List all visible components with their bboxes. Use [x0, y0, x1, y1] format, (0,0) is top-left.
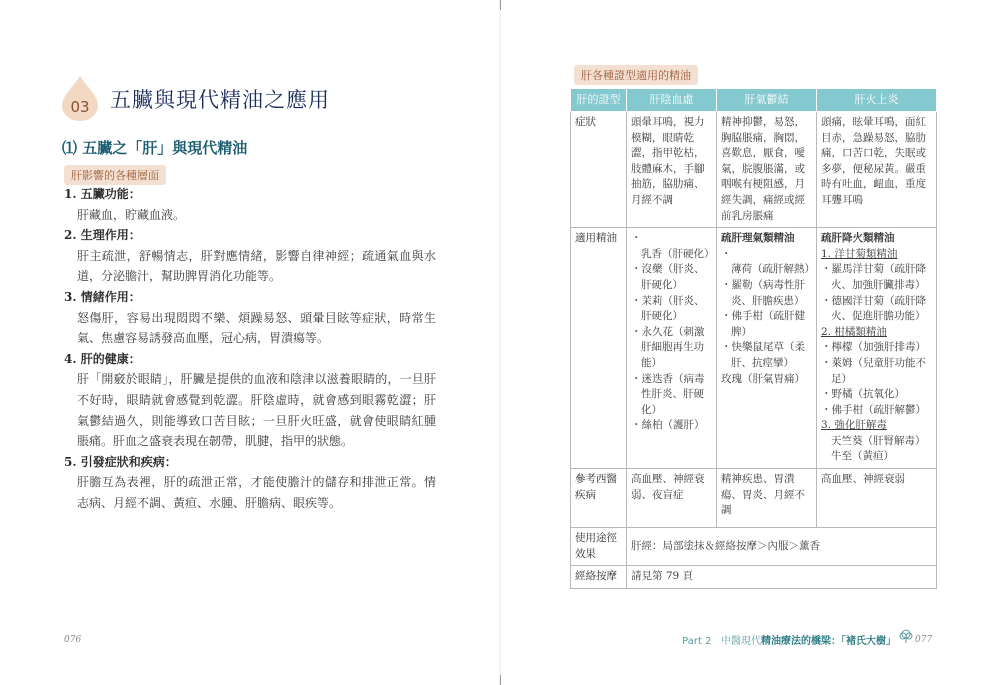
item-heading: 2. 生理作用：: [64, 228, 141, 243]
item-body: 肝藏血，貯藏血液。: [77, 207, 186, 222]
page-gutter: [499, 0, 501, 685]
table-row: [571, 528, 937, 566]
crop-mark-bottom: [500, 675, 501, 685]
header-cell: 肝陰血虛: [627, 89, 717, 112]
row-label: 參考西醫疾病: [571, 469, 627, 528]
table-cell: 高血壓、神經衰弱: [817, 469, 937, 528]
item-body: 肝主疏泄，舒暢情志，肝對應情緒，影響自律神經；疏通氣血與水道，分泌膽汁，幫助脾胃消化功能等。: [77, 248, 436, 284]
footer-title-a: 中醫現代: [721, 636, 761, 647]
table-cell: 精神疾患、胃潰瘍、胃炎、月經不調: [717, 469, 817, 528]
oil-item: 天竺葵（肝腎解毒）: [831, 434, 926, 447]
oil-subgroup-title: 2. 柑橘類精油: [821, 325, 887, 338]
row-label: 適用精油: [571, 228, 627, 469]
oil-item: 萊姆（兒童肝功能不足）: [831, 356, 926, 385]
page-number-left: 076: [64, 635, 82, 645]
header-cell: 肝火上炎: [817, 89, 937, 112]
table-cell: 疏肝理氣類精油 ・薄荷（疏肝解熱） ・羅勒（病毒性肝炎、肝膽疾患） ・佛手柑（疏肝健脾） ・快樂鼠尾草（柔肝、抗痙攣） 玫瑰（肝氣胃痛）: [717, 228, 817, 469]
table-cell: 高血壓、神經衰弱、夜盲症: [627, 469, 717, 528]
row-label: 症狀: [571, 112, 627, 228]
chapter-number: 03: [70, 98, 90, 116]
header-cell: 肝的證型: [571, 89, 627, 112]
footer-title-b: 精油療法的橋梁：「褚氏大樹」: [761, 636, 896, 647]
table-caption-pill: 肝各種證型適用的精油: [574, 65, 698, 85]
oil-group-heading: 疏肝降火類精油: [821, 232, 895, 245]
item-heading: 1. 五臟功能：: [64, 187, 141, 201]
table-cell: ・乳香（肝硬化） ・沒藥（肝炎、肝硬化） ・茉莉（肝炎、肝硬化） ・永久花（刺激肝細胞再生功能） ・迷迭香（病毒性肝炎、肝硬化） ・絲柏（護肝）: [627, 228, 717, 469]
table-row: [571, 228, 937, 469]
table-cell: 疏肝降火類精油 1. 洋甘菊類精油 ・羅馬洋甘菊（疏肝降火、加強肝臟排毒） ・德國洋甘菊（疏肝降火、促進肝膽功能） 2. 柑橘類精油 ・檸檬（加強肝排毒） ・萊姆（兒童肝功能不足） ・野橘（抗氧化） ・佛手柑（疏肝解鬱） 3. 強化肝解毒 天竺葵（肝腎解毒） 牛至（黃疸）: [817, 228, 937, 469]
oil-subgroup-title: 3. 強化肝解毒: [821, 419, 887, 432]
item-heading: 4. 肝的健康：: [64, 351, 141, 366]
oil-item: 德國洋甘菊（疏肝降火、促進肝膽功能）: [831, 294, 926, 323]
oil-item: 乳香（肝硬化）: [641, 247, 715, 260]
footer-part: Part 2: [682, 636, 712, 647]
oil-item: 永久花（刺激肝細胞再生功能）: [641, 325, 705, 369]
table-cell: 請見第 79 頁: [627, 566, 937, 589]
liver-syndrome-table: [570, 88, 937, 589]
oil-item: 玫瑰（肝氣胃痛）: [721, 372, 805, 385]
oil-group-heading: 疏肝理氣類精油: [721, 232, 795, 245]
oil-subgroup-title: 1. 洋甘菊類精油: [821, 247, 898, 260]
oil-item: 牛至（黃疸）: [831, 450, 894, 463]
table-header-row: [571, 89, 937, 112]
chapter-badge-icon: [58, 74, 102, 122]
oil-item: 羅馬洋甘菊（疏肝降火、加強肝臟排毒）: [831, 263, 926, 291]
header-cell: 肝氣鬱結: [717, 89, 817, 112]
oil-item: 薄荷（疏肝解熱）: [731, 263, 815, 276]
table-row: [571, 112, 937, 228]
oil-item: 快樂鼠尾草（柔肝、抗痙攣）: [731, 341, 805, 369]
crop-mark-top: [500, 0, 501, 10]
table-cell: 頭痛，眩暈耳鳴，面紅目赤，急躁易怒，脇肋痛，口苦口乾，失眠或多夢，便秘尿黃。嚴重時有吐血，衄血，重度耳聾耳鳴: [817, 112, 937, 228]
table-cell: 精神抑鬱，易怒，胸脇脹痛，胸悶，喜歎息，厭食，噯氣，脘腹脹滿，或咽喉有梗阻感，月經失調，痛經或經前乳房脹痛: [717, 112, 817, 228]
table-cell: 頭暈耳鳴，視力模糊，眼睛乾澀，指甲乾枯，肢體麻木，手腳抽筋，脇肋痛、月經不調: [627, 112, 717, 228]
item-body: 肝膽互為表裡，肝的疏泄正常，才能使膽汁的儲存和排泄正常。情志病、月經不調、黃疸、水腫、肝膽病、眼疾等。: [77, 475, 436, 510]
oil-item: 茉莉（肝炎、肝硬化）: [641, 294, 705, 323]
oil-item: 羅勒（病毒性肝炎、肝膽疾患）: [731, 278, 805, 307]
table-row: [571, 469, 937, 528]
content-list: [64, 184, 436, 514]
oil-item: 野橘（抗氧化）: [831, 388, 905, 401]
oil-item: 檸檬（加強肝排毒）: [831, 341, 926, 354]
chapter-title: 五臟與現代精油之應用: [110, 88, 330, 112]
oil-item: 佛手柑（疏肝解鬱）: [831, 403, 926, 416]
oil-item: 佛手柑（疏肝健脾）: [731, 310, 805, 338]
running-footer: [682, 632, 896, 647]
oil-item: 沒藥（肝炎、肝硬化）: [641, 263, 705, 291]
oil-item: 迷迭香（病毒性肝炎、肝硬化）: [641, 372, 705, 416]
table-cell: 肝經：局部塗抹＆經絡按摩＞內服＞薰香: [627, 528, 937, 566]
item-heading: 3. 情緒作用：: [64, 289, 141, 304]
section-title: ⑴ 五臟之「肝」與現代精油: [62, 139, 248, 157]
item-body: 怒傷肝，容易出現悶悶不樂、煩躁易怒、頭暈目眩等症狀，時常生氣、焦慮容易誘發高血壓，冠心病，胃潰瘍等。: [77, 310, 436, 346]
row-label: 經絡按摩: [571, 566, 627, 589]
table-row: [571, 566, 937, 589]
page-number-right: 077: [915, 635, 933, 645]
tree-logo-icon: [898, 628, 914, 644]
item-body: 肝「開竅於眼睛」，肝臟是提供的血液和陰津以滋養眼睛的，一旦肝不好時，眼睛就會感覺到乾澀。肝陰虛時，就會感到眼霧乾澀；肝氣鬱結過久，則能導致口苦目眩；一旦肝火旺盛，就會使眼睛紅腫脹痛。肝血之盛衰表現在韌帶，肌腱，指甲的狀態。: [77, 372, 436, 449]
topic-pill: 肝影響的各種層面: [64, 165, 166, 185]
item-heading: 5. 引發症狀和疾病：: [64, 454, 177, 469]
oil-item: 絲柏（護肝）: [641, 419, 705, 432]
row-label: 使用途徑效果: [571, 528, 627, 566]
